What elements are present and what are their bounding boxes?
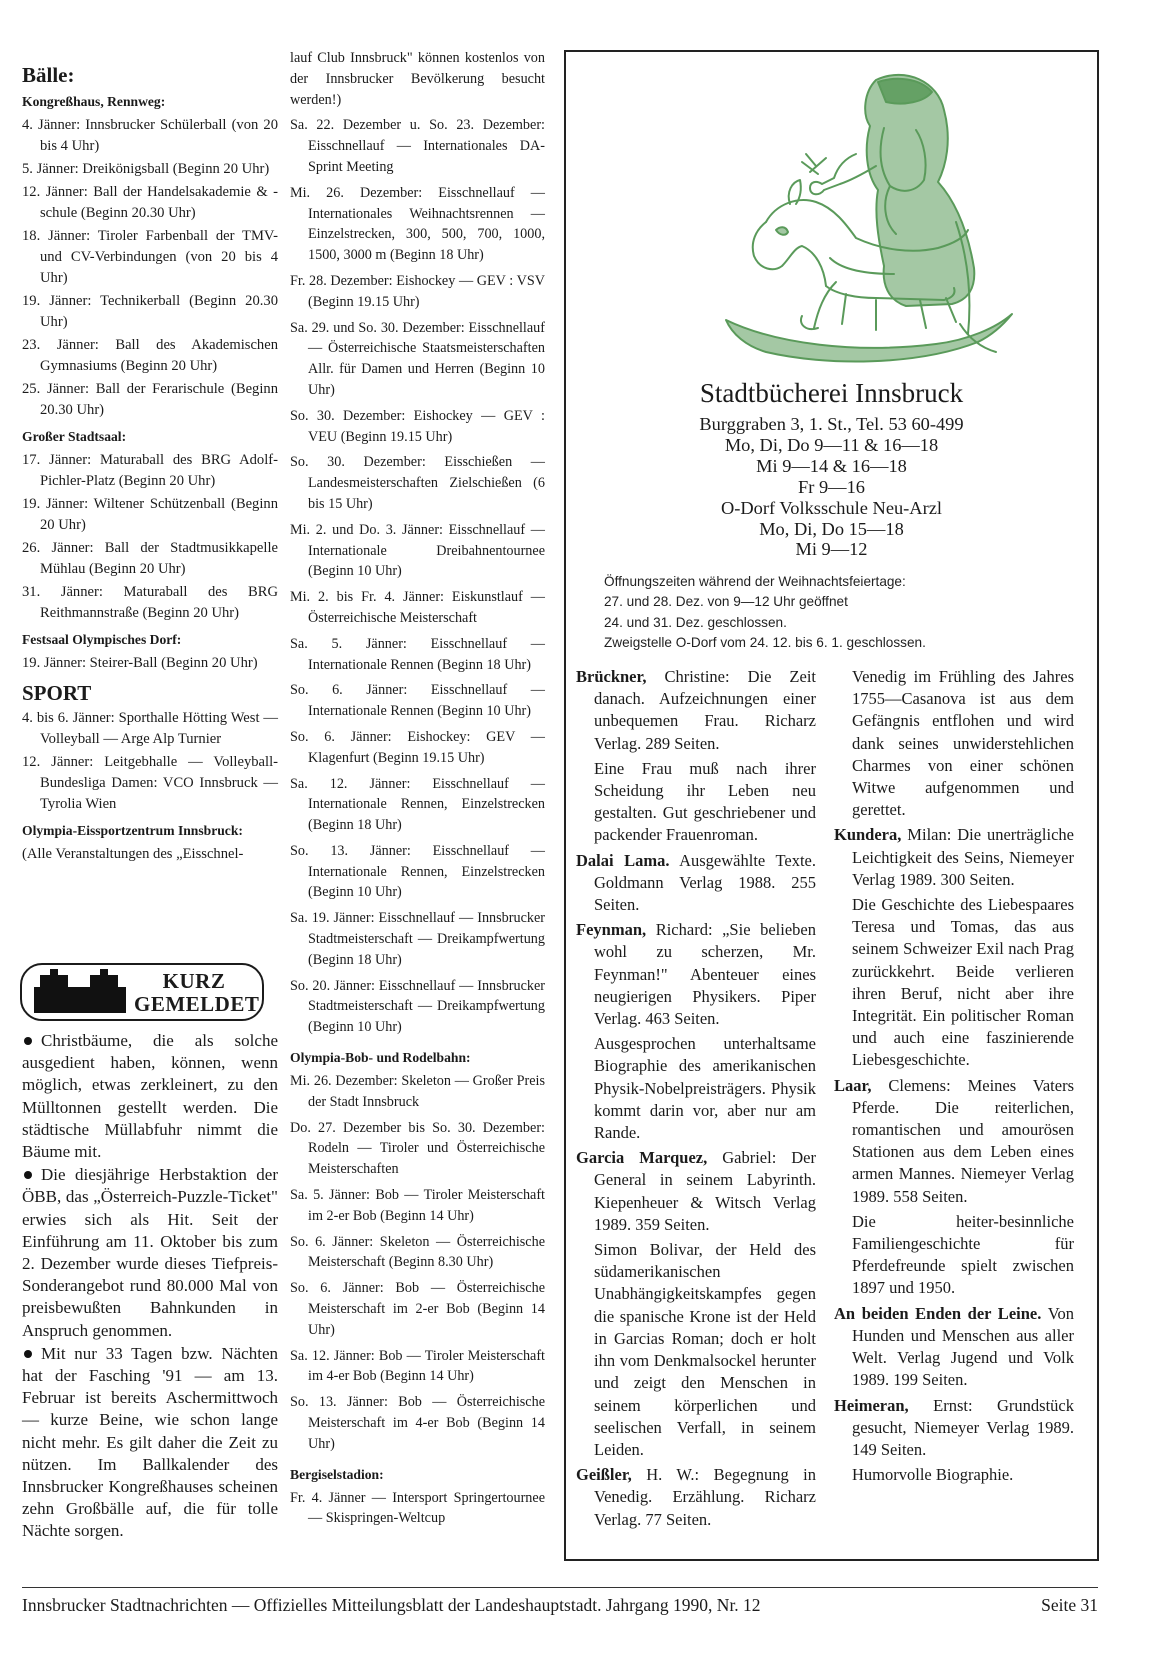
book-author: An beiden Enden der Leine. — [834, 1303, 1042, 1323]
book-entry — [834, 1211, 1074, 1300]
info-line: Mo, Di, Do 9—11 & 16—18 — [724, 434, 939, 455]
event-entry: So. 20. Jänner: Eisschnellauf — Innsbrucker Stadtmeisterschaft — Dreikampfwertung (Beginn 10 Uhr) — [290, 977, 545, 1036]
kurz-title-line2: GEMELDET — [134, 992, 260, 1016]
logo-block — [40, 975, 68, 989]
subheading-kongresshaus: Kongreßhaus, Rennweg: — [22, 94, 166, 109]
section-title-balle: Bälle: — [22, 63, 75, 87]
event-entry: Sa. 12. Jänner: Bob — Tiroler Meisterschaft im 4-er Bob (Beginn 14 Uhr) — [290, 1347, 545, 1385]
kurz-item-text: Mit nur 33 Tagen bzw. Nächten hat der Fasching '91 — am 13. Februar ist bereits Aschermittwoch — kurze Beine, wie schon lange nicht mehr. Es gilt daher die Zeit zu nützen. Im Ballkalender des Innsbrucker Kongreßhauses scheinen zehn Großbälle auf, die für tolle Nächte sorgen. — [22, 1343, 278, 1541]
info-line: Fr 9—16 — [798, 476, 865, 497]
kurz-gemeldet-title — [134, 969, 260, 1016]
book-entry — [834, 1303, 1074, 1392]
book-entry — [834, 1464, 1074, 1486]
book-text: Venedig im Frühling des Jahres 1755—Casanova ist aus dem Gefängnis entflohen und wird dank seines unwiderstehlichen Charmes von einer schönen Witwe aufgenommen und gerettet. — [852, 667, 1074, 820]
bullet-icon — [24, 1171, 32, 1179]
subheading-olympia: Olympia-Eissportzentrum Innsbruck: — [22, 823, 243, 838]
event-entry: Sa. 5. Jänner: Bob — Tiroler Meisterschaft im 2-er Bob (Beginn 14 Uhr) — [290, 1187, 545, 1224]
info-line: Öffnungszeiten während der Weihnachtsfeiertage: — [604, 574, 906, 589]
kurz-gemeldet-logo — [20, 963, 264, 1021]
book-entry — [576, 666, 816, 755]
book-author: Dalai Lama. — [576, 850, 670, 870]
book-entry — [576, 758, 816, 847]
book-text: Simon Bolivar, der Held des südamerikanischen Unabhängigkeitskampfes gegen die spanische Krone ist der Held in Garcias Roman; doch er holt ihn vom Denkmalsockel herunter und zeigt den Menschen in seinem körperlichen und seelischen Verfall, in seinem Leiden. — [594, 1240, 816, 1459]
book-text: Die Geschichte des Liebespaares Teresa und Tomas, das aus seinem Schweizer Exil nach Prag zurückkehrt. Beide verlieren ihren Beruf, nicht aber ihre Integrität. Ein politischer Roman und auch eine faszinierende Liebesgeschichte. — [852, 895, 1074, 1070]
kurz-item — [22, 1030, 278, 1163]
santa-body-shape — [865, 75, 974, 306]
subheading-bergisel: Bergiselstadion: — [290, 1466, 384, 1482]
book-author: Feynman, — [576, 920, 647, 940]
book-text: Ausgesprochen unterhaltsame Biographie des amerikanischen Physik-Nobelpreisträgers. Physik kommt darin vor, aber nur am Rande. — [594, 1034, 816, 1143]
event-entry: Mi. 26. Dezember: Eisschnellauf — Internationales Weihnachtsrennen — Einzelstrecken, 300, 500, 700, 1000, 1500, 3000 m (Beginn 18 Uhr) — [290, 184, 545, 264]
book-text: Clemens: Meines Vaters Pferde. Die reiterlichen, romantischen und amourösen Stationen aus dem Leben eines armen Mannes. Niemeyer Verlag 1989. 558 Seiten. — [852, 1075, 1074, 1206]
info-line: Mo, Di, Do 15—18 — [759, 518, 904, 539]
subheading-festsaal: Festsaal Olympisches Dorf: — [22, 632, 182, 647]
event-entry: 12. Jänner: Leitgebhalle — Volleyball-Bundesliga Damen: VCO Innsbruck — Tyrolia Wien — [22, 754, 278, 812]
event-entry: Sa. 22. Dezember u. So. 23. Dezember: Eisschnellauf — Internationales DA-Sprint Meeting — [290, 117, 545, 175]
page-footer — [22, 1587, 1098, 1616]
column-events-sport — [290, 48, 545, 1534]
kurz-item — [22, 1343, 278, 1543]
list-stadtsaal — [22, 450, 278, 624]
list-bob — [290, 1071, 545, 1455]
list-sport — [22, 708, 278, 815]
kurz-item — [22, 1164, 278, 1342]
event-entry: 19. Jänner: Steirer-Ball (Beginn 20 Uhr) — [22, 655, 258, 671]
book-text: Die heiter-besinnliche Familiengeschichte für Pferdefreunde spielt zwischen 1897 und 1950. — [852, 1211, 1074, 1298]
olympia-intro-continued: lauf Club Innsbruck" können kostenlos von der Innsbrucker Bevölkerung besucht werden!) — [290, 50, 545, 108]
footer-publication: Innsbrucker Stadtnachrichten — Offizielles Mitteilungsblatt der Landeshauptstadt. Jahrgang 1990, Nr. 12 — [22, 1595, 761, 1615]
event-entry: So. 6. Jänner: Eishockey: GEV — Klagenfurt (Beginn 19.15 Uhr) — [290, 728, 545, 766]
event-entry: 19. Jänner: Technikerball (Beginn 20.30 Uhr) — [22, 293, 278, 330]
book-author: Heimeran, — [834, 1395, 909, 1415]
event-entry: So. 30. Dezember: Eishockey — GEV : VEU (Beginn 19.15 Uhr) — [290, 407, 545, 445]
book-entry — [576, 919, 816, 1030]
event-entry: Fr. 4. Jänner — Intersport Springertournee — Skispringen-Weltcup — [290, 1489, 545, 1527]
santa-rocking-horse-illustration — [706, 62, 1021, 382]
event-entry: So. 6. Jänner: Skeleton — Österreichische Meisterschaft (Beginn 8.30 Uhr) — [290, 1233, 545, 1271]
logo-block — [90, 975, 118, 989]
kurz-gemeldet-items — [22, 1030, 278, 1544]
book-text: Eine Frau muß nach ihrer Scheidung ihr Leben neu gestalten. Gut geschriebener und packender Frauenroman. — [594, 758, 816, 845]
book-entry — [576, 850, 816, 917]
book-list-left — [576, 666, 816, 1534]
library-info — [566, 374, 1097, 560]
book-author: Garcia Marquez, — [576, 1148, 708, 1168]
book-text: Gabriel: Der General in seinem Labyrinth. Kiepenheuer & Witsch Verlag 1989. 359 Seiten. — [594, 1148, 816, 1234]
info-line: Burggraben 3, 1. St., Tel. 53 60-499 — [699, 414, 964, 434]
book-entry — [834, 1075, 1074, 1208]
event-entry: 4. Jänner: Innsbrucker Schülerball (von 20 bis 4 Uhr) — [22, 117, 278, 154]
logo-block — [50, 969, 58, 977]
book-author: Kundera, — [834, 825, 902, 845]
info-line: 24. und 31. Dez. geschlossen. — [604, 614, 787, 630]
book-entry — [834, 824, 1074, 891]
bullet-icon — [24, 1037, 32, 1045]
library-title: Stadtbücherei Innsbruck — [699, 378, 964, 408]
book-text: Ernst: Grundstück gesucht, Niemeyer Verlag 1989. 149 Seiten. — [852, 1395, 1074, 1459]
book-text: Ausgewählte Texte. Goldmann Verlag 1988. 255 Seiten. — [594, 850, 816, 915]
event-entry: 31. Jänner: Maturaball des BRG Reithmannstraße (Beginn 20 Uhr) — [22, 584, 278, 621]
book-author: Brückner, — [576, 667, 647, 686]
event-entry: 17. Jänner: Maturaball des BRG Adolf-Pichler-Platz (Beginn 20 Uhr) — [22, 452, 278, 489]
kurz-item-text: Christbäume, die als solche ausgedient haben, können, wenn möglich, etwas zerkleinert, zu den Mülltonnen gestellt werden. Die städtische Müllabfuhr nimmt die Bäume mit. — [22, 1031, 278, 1162]
column-events-balls — [22, 62, 278, 867]
book-text: Von Hunden und Menschen aus aller Welt. Verlag Jugend und Volk 1989. 199 Seiten. — [852, 1303, 1074, 1390]
book-entry — [834, 1395, 1074, 1462]
book-author: Laar, — [834, 1075, 872, 1095]
event-entry: So. 6. Jänner: Bob — Österreichische Meisterschaft im 2-er Bob (Beginn 14 Uhr) — [290, 1280, 545, 1338]
event-entry: Do. 27. Dezember bis So. 30. Dezember: Rodeln — Tiroler und Österreichische Meisterschaften — [290, 1119, 545, 1178]
list-bergisel — [290, 1488, 545, 1530]
book-entry — [834, 666, 1074, 821]
info-line: Zweigstelle O-Dorf vom 24. 12. bis 6. 1. geschlossen. — [604, 634, 926, 650]
event-entry: Sa. 19. Jänner: Eisschnellauf — Innsbrucker Stadtmeisterschaft — Dreikampfwertung (Beginn 18 Uhr) — [290, 910, 545, 968]
olympia-intro: (Alle Veranstaltungen des „Eisschnel- — [22, 846, 244, 862]
info-line: Mi 9—12 — [795, 539, 868, 560]
book-text: Humorvolle Biographie. — [852, 1465, 1014, 1485]
event-entry: So. 30. Dezember: Eisschießen — Landesmeisterschaften Zielschießen (6 bis 15 Uhr) — [290, 454, 545, 512]
book-text: H. W.: Begegnung in Venedig. Erzählung. Richarz Verlag. 77 Seiten. — [594, 1465, 816, 1529]
book-entry — [834, 894, 1074, 1072]
info-line: 27. und 28. Dez. von 9—12 Uhr geöffnet — [604, 594, 848, 610]
book-entry — [576, 1239, 816, 1461]
page-number: Seite 31 — [1041, 1595, 1098, 1615]
list-eissport — [290, 115, 545, 1038]
event-entry: Sa. 29. und So. 30. Dezember: Eisschnellauf — Österreichische Staatsmeisterschaften Allr. für Damen und Herren (Beginn 10 Uhr) — [290, 319, 545, 398]
kurz-item-text: Die diesjährige Herbstaktion der ÖBB, das „Österreich-Puzzle-Ticket" erwies sich als Hit. Seit der Einführung am 11. Oktober bis zum 2. Dezember wurde dieses Tiefpreis-Sonderangebot rund 80.000 Mal von preisbewußten Bahnkunden in Anspruch genommen. — [22, 1165, 278, 1340]
list-festsaal — [22, 653, 278, 674]
event-entry: 19. Jänner: Wiltener Schützenball (Beginn 20 Uhr) — [22, 496, 278, 533]
book-entry — [576, 1147, 816, 1236]
subheading-stadtsaal: Großer Stadtsaal: — [22, 429, 127, 444]
info-line: O-Dorf Volksschule Neu-Arzl — [721, 497, 942, 518]
event-entry: 18. Jänner: Tiroler Farbenball der TMV- und CV-Verbindungen (von 20 bis 4 Uhr) — [22, 228, 278, 286]
book-text: Milan: Die unerträgliche Leichtigkeit des Seins, Niemeyer Verlag 1989. 300 Seiten. — [852, 825, 1074, 889]
event-entry: Sa. 5. Jänner: Eisschnellauf — Internationale Rennen (Beginn 18 Uhr) — [290, 635, 545, 673]
event-entry: 23. Jänner: Ball des Akademischen Gymnasiums (Beginn 20 Uhr) — [22, 337, 278, 374]
book-text: Christine: Die Zeit danach. Aufzeichnungen einer unbequemen Frau. Richarz Verlag. 289 Seiten. — [594, 667, 816, 753]
info-line: Mi 9—14 & 16—18 — [756, 455, 907, 476]
library-box — [564, 50, 1099, 1561]
holiday-hours — [604, 572, 1064, 653]
book-entry — [576, 1464, 816, 1531]
book-list-right — [834, 666, 1074, 1489]
book-entry — [576, 1033, 816, 1144]
kurz-title-line1: KURZ — [162, 969, 226, 993]
event-entry: Fr. 28. Dezember: Eishockey — GEV : VSV (Beginn 19.15 Uhr) — [290, 272, 545, 310]
section-title-sport: SPORT — [22, 681, 92, 705]
event-entry: Sa. 12. Jänner: Eisschnellauf — Internationale Rennen, Einzelstrecken (Beginn 18 Uhr) — [290, 775, 545, 834]
logo-block — [100, 969, 108, 977]
subheading-bob: Olympia-Bob- und Rodelbahn: — [290, 1050, 471, 1066]
book-text: Richard: „Sie belieben wohl zu scherzen, Mr. Feynman!" Abenteuer eines neugierigen Physikers. Piper Verlag. 463 Seiten. — [594, 920, 816, 1029]
event-entry: 25. Jänner: Ball der Ferarischule (Beginn 20.30 Uhr) — [22, 381, 278, 418]
event-entry: Mi. 2. bis Fr. 4. Jänner: Eiskunstlauf — Österreichische Meisterschaft — [290, 589, 545, 626]
event-entry: So. 13. Jänner: Eisschnellauf — Internationale Rennen, Einzelstrecken (Beginn 10 Uhr) — [290, 842, 545, 901]
event-entry: 4. bis 6. Jänner: Sporthalle Hötting West — Volleyball — Arge Alp Turnier — [22, 710, 278, 747]
event-entry: 5. Jänner: Dreikönigsball (Beginn 20 Uhr) — [22, 161, 270, 177]
list-kongresshaus — [22, 115, 278, 421]
event-entry: 12. Jänner: Ball der Handelsakademie & -schule (Beginn 20.30 Uhr) — [22, 184, 278, 221]
bullet-icon — [24, 1350, 32, 1358]
event-entry: 26. Jänner: Ball der Stadtmusikkapelle Mühlau (Beginn 20 Uhr) — [22, 540, 278, 577]
event-entry: So. 13. Jänner: Bob — Österreichische Meisterschaft im 4-er Bob (Beginn 14 Uhr) — [290, 1394, 545, 1452]
event-entry: Mi. 2. und Do. 3. Jänner: Eisschnellauf — Internationale Dreibahnentournee (Beginn 10 Uhr) — [290, 521, 545, 580]
book-author: Geißler, — [576, 1465, 632, 1485]
event-entry: Mi. 26. Dezember: Skeleton — Großer Preis der Stadt Innsbruck — [290, 1073, 545, 1110]
logo-block — [34, 987, 126, 1013]
library-hours — [566, 414, 1097, 560]
event-entry: So. 6. Jänner: Eisschnellauf — Internationale Rennen (Beginn 10 Uhr) — [290, 682, 545, 720]
